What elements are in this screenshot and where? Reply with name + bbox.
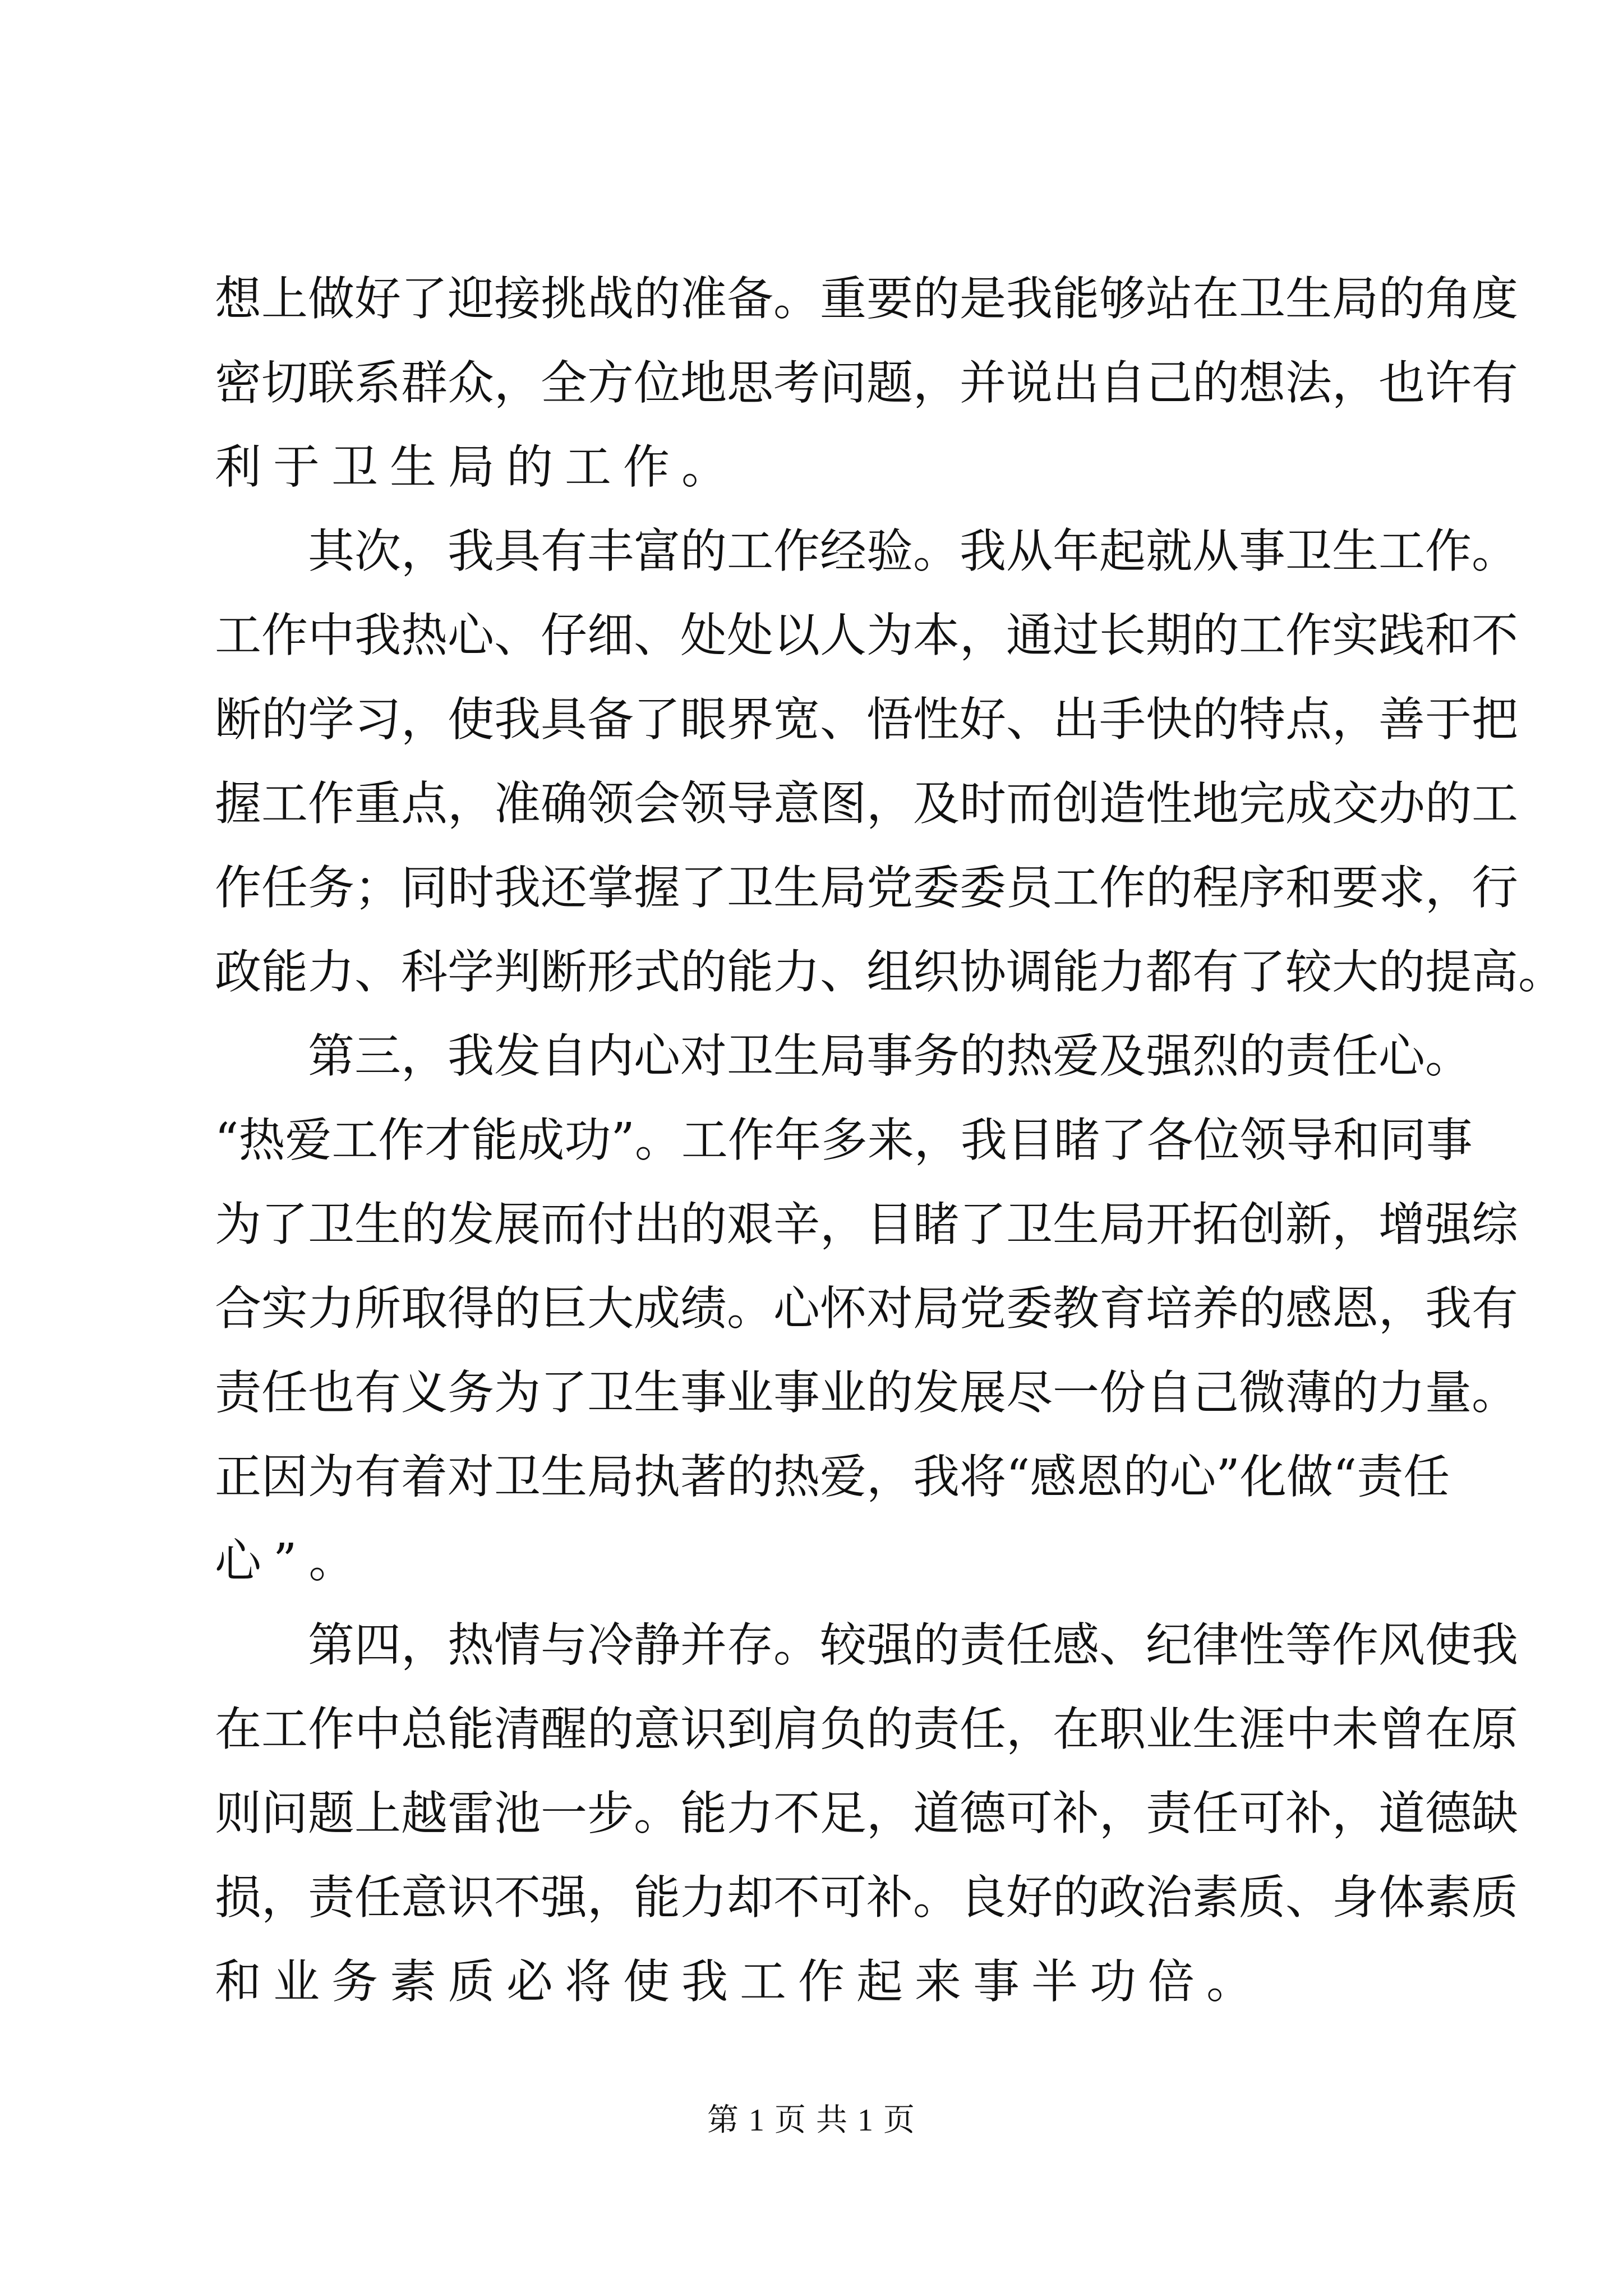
text-line: 正因为有着对卫生局执著的热爱，我将“感恩的心”化做“责任 <box>215 1450 1450 1504</box>
text-line: 想上做好了迎接挑战的准备。重要的是我能够站在卫生局的角度 <box>215 272 1518 326</box>
text-line: 断的学习，使我具备了眼界宽、悟性好、出手快的特点，善于把 <box>215 692 1518 747</box>
text-line: 则问题上越雷池一步。能力不足，道德可补，责任可补，道德缺 <box>215 1786 1518 1841</box>
page-footer <box>0 2095 1623 2140</box>
text-line: 和业务素质必将使我工作起来事半功倍。 <box>215 1954 1265 2009</box>
text-line: 工作中我热心、仔细、处处以人为本，通过长期的工作实践和不 <box>215 608 1518 662</box>
text-line: 损，责任意识不强，能力却不可补。良好的政治素质、身体素质 <box>215 1870 1518 1925</box>
text-line: “热爱工作才能成功”。工作年多来，我目睹了各位领导和同事 <box>215 1113 1473 1167</box>
text-line: 为了卫生的发展而付出的艰辛，目睹了卫生局开拓创新，增强综 <box>215 1197 1518 1251</box>
text-line: 责任也有义务为了卫生事业事业的发展尽一份自己微薄的力量。 <box>215 1365 1518 1420</box>
text-line: 作任务；同时我还掌握了卫生局党委委员工作的程序和要求，行 <box>215 861 1518 915</box>
text-line: 密切联系群众，全方位地思考问题，并说出自己的想法，也许有 <box>215 356 1518 410</box>
text-line: 在工作中总能清醒的意识到肩负的责任，在职业生涯中未曾在原 <box>215 1702 1518 1756</box>
paragraph-start-line: 其次，我具有丰富的工作经验。我从年起就从事卫生工作。 <box>308 524 1518 578</box>
text-line: 握工作重点，准确领会领导意图，及时而创造性地完成交办的工 <box>215 776 1518 831</box>
text-line: 心”。 <box>215 1534 367 1588</box>
paragraph-start-line: 第三，我发自内心对卫生局事务的热爱及强烈的责任心。 <box>308 1029 1472 1083</box>
text-line: 合实力所取得的巨大成绩。心怀对局党委教育培养的感恩，我有 <box>215 1281 1518 1336</box>
page-number-label: 第 1 页 共 1 页 <box>707 2103 916 2138</box>
document-body <box>215 257 1565 2024</box>
text-line: 政能力、科学判断形式的能力、组织协调能力都有了较大的提高。 <box>215 945 1565 999</box>
text-line: 利于卫生局的工作。 <box>215 440 740 494</box>
paragraph-start-line: 第四，热情与冷静并存。较强的责任感、纪律性等作风使我 <box>308 1618 1518 1672</box>
